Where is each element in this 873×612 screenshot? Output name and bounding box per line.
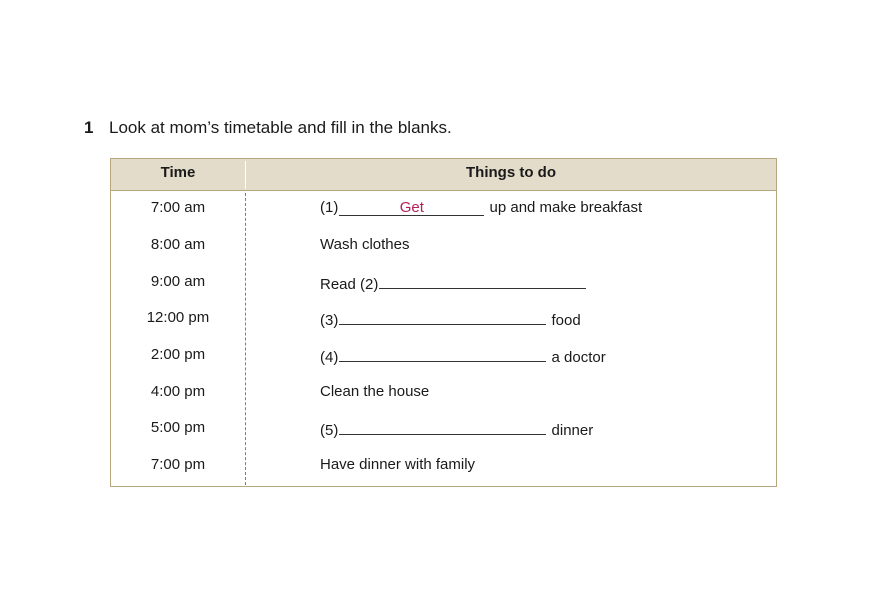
row-time: 7:00 am bbox=[150, 199, 206, 216]
row-task bbox=[320, 273, 587, 293]
table-header bbox=[111, 159, 776, 191]
row-task: Clean the house bbox=[320, 383, 430, 400]
answer-blank-5[interactable] bbox=[339, 419, 546, 435]
table-row bbox=[111, 419, 776, 455]
exercise-number: 1 bbox=[84, 118, 94, 137]
row-time: 7:00 pm bbox=[150, 456, 206, 473]
row-task: Wash clothes bbox=[320, 236, 410, 253]
row-time: 12:00 pm bbox=[146, 309, 210, 326]
row-time: 4:00 pm bbox=[150, 383, 206, 400]
row-time: 9:00 am bbox=[150, 273, 206, 290]
row-task bbox=[320, 309, 581, 329]
row-task bbox=[320, 419, 593, 439]
task-suffix: up and make breakfast bbox=[489, 199, 643, 216]
row-time: 8:00 am bbox=[150, 236, 206, 253]
row-time: 2:00 pm bbox=[150, 346, 206, 363]
table-row bbox=[111, 236, 776, 272]
blank-number: (4) bbox=[320, 349, 339, 366]
task-suffix: dinner bbox=[551, 422, 594, 439]
answer-text: Get bbox=[399, 199, 424, 216]
task-suffix: a doctor bbox=[551, 349, 606, 366]
blank-number: (1) bbox=[320, 199, 339, 216]
blank-number: (5) bbox=[320, 422, 339, 439]
timetable bbox=[110, 158, 777, 487]
instruction-text: Look at mom’s timetable and fill in the blanks. bbox=[109, 118, 452, 137]
table-row bbox=[111, 456, 776, 492]
blank-number: Read (2) bbox=[320, 276, 379, 293]
blank-number: (3) bbox=[320, 312, 339, 329]
header-things-to-do: Things to do bbox=[466, 164, 556, 181]
answer-blank-2[interactable] bbox=[379, 273, 586, 289]
table-row bbox=[111, 346, 776, 382]
exercise-instruction bbox=[84, 118, 452, 138]
table-row bbox=[111, 383, 776, 419]
row-task: Have dinner with family bbox=[320, 456, 476, 473]
answer-blank-3[interactable] bbox=[339, 309, 546, 325]
table-row bbox=[111, 199, 776, 235]
task-suffix: food bbox=[551, 312, 581, 329]
answer-blank-4[interactable] bbox=[339, 346, 546, 362]
table-row bbox=[111, 273, 776, 309]
answer-blank-1[interactable] bbox=[339, 200, 484, 216]
row-task bbox=[320, 346, 606, 366]
header-time: Time bbox=[160, 164, 196, 181]
row-task bbox=[320, 199, 642, 216]
table-row bbox=[111, 309, 776, 345]
row-time: 5:00 pm bbox=[150, 419, 206, 436]
